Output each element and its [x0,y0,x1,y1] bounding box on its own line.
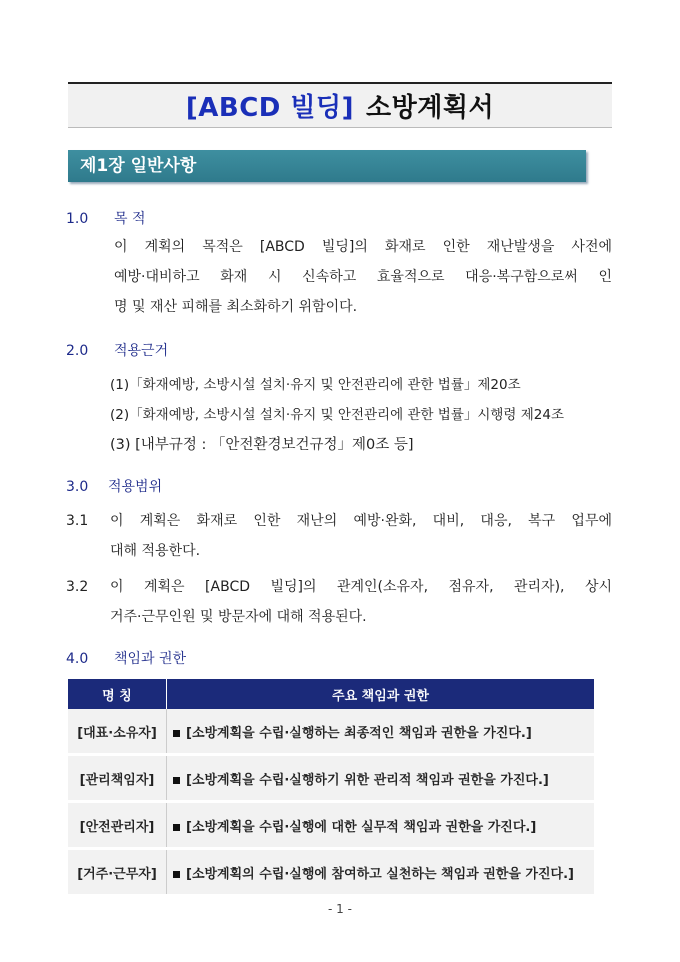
bullet-square-icon [173,777,180,784]
column-header-name: 명 칭 [68,679,167,709]
paragraph-line: 대해 적용한다. [110,543,201,559]
section-title: 책임과 권한 [114,651,187,667]
paragraph-line: 이 계획의 목적은 [ABCD 빌딩]의 화재로 인한 재난발생을 사전에 [114,239,612,255]
role-description-text: [소방계획을 수립·실행에 대한 실무적 책임과 권한을 가진다.] [186,819,537,835]
page-number: - 1 - [328,902,352,916]
basis-item: (3) [내부규정 : 「안전환경보건규정」제0조 등] [110,437,414,453]
role-description-text: [소방계획을 수립·실행하는 최종적인 책임과 권한을 가진다.] [186,725,532,741]
section-title: 적용범위 [108,479,163,495]
scope-item-number: 3.2 [66,579,89,595]
purpose-paragraph [114,232,612,322]
document-title [68,82,612,128]
paragraph-line: 명 및 재산 피해를 최소화하기 위함이다. [114,299,358,315]
section-title: 적용근거 [114,343,169,359]
section-number: 1.0 [66,211,89,227]
role-description [167,709,595,755]
role-name: [거주·근무자] [68,849,167,896]
section-heading-basis [66,340,168,360]
role-description [167,755,595,802]
paragraph-line: 거주·근무인원 및 방문자에 대해 적용된다. [110,609,367,625]
title-building-name: [ABCD 빌딩] [185,93,355,123]
role-description-text: [소방계획을 수립·실행하기 위한 관리적 책임과 권한을 가진다.] [186,772,549,788]
scope-item-number: 3.1 [66,513,89,529]
table-row [68,755,594,802]
bullet-square-icon [173,824,180,831]
chapter-heading: 제1장 일반사항 [68,150,586,182]
section-number: 3.0 [66,479,89,495]
paragraph-line: 이 계획은 [ABCD 빌딩]의 관계인(소유자, 점유자, 관리자), 상시 [110,579,612,595]
basis-item: (2)「화재예방, 소방시설 설치·유지 및 안전관리에 관한 법률」시행령 제24조 [110,407,565,423]
scope-item-1 [110,506,612,566]
section-heading-responsibility [66,648,186,668]
role-description-text: [소방계획의 수립·실행에 참여하고 실천하는 책임과 권한을 가진다.] [186,866,574,882]
responsibility-table [68,679,594,897]
table-row [68,849,594,896]
bullet-square-icon [173,871,180,878]
paragraph-line: 이 계획은 화재로 인한 재난의 예방·완화, 대비, 대응, 복구 업무에 [110,513,612,529]
table-header-row [68,679,594,709]
section-heading-scope [66,476,162,496]
role-name: [안전관리자] [68,802,167,849]
table-row [68,802,594,849]
section-number: 4.0 [66,651,89,667]
bullet-square-icon [173,730,180,737]
section-heading-purpose [66,208,146,228]
section-number: 2.0 [66,343,89,359]
role-description [167,802,595,849]
title-document-type: 소방계획서 [366,93,495,123]
scope-item-2 [110,572,612,632]
paragraph-line: 예방·대비하고 화재 시 신속하고 효율적으로 대응·복구함으로써 인 [114,269,612,285]
role-name: [관리책임자] [68,755,167,802]
column-header-responsibility: 주요 책임과 권한 [167,679,595,709]
basis-item: (1)「화재예방, 소방시설 설치·유지 및 안전관리에 관한 법률」제20조 [110,377,521,393]
table-row [68,709,594,755]
section-title: 목 적 [114,211,146,227]
role-name: [대표·소유자] [68,709,167,755]
role-description [167,849,595,896]
